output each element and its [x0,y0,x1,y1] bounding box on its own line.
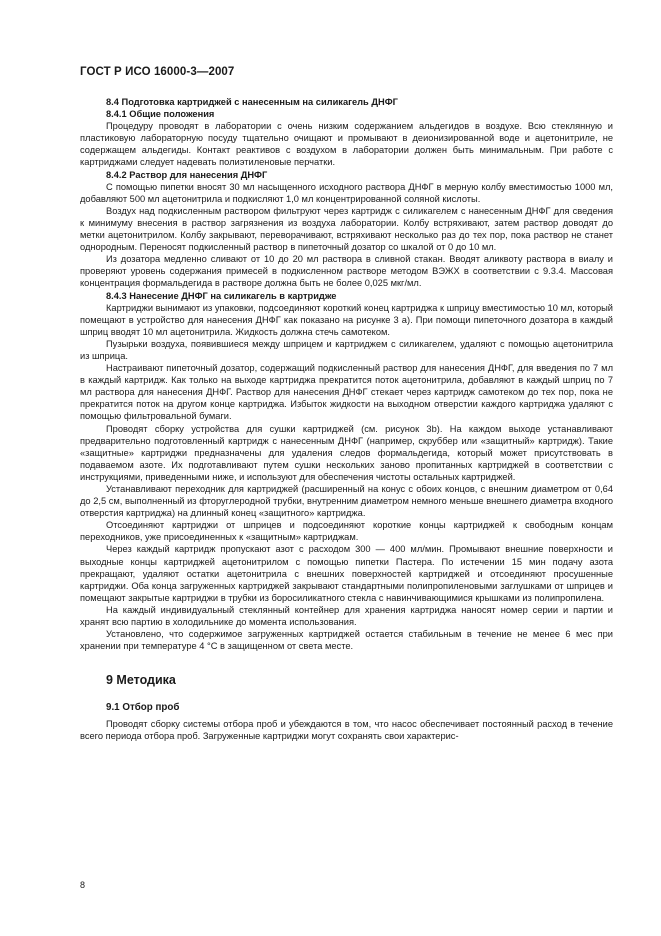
paragraph: Настраивают пипеточный дозатор, содержащий подкисленный раствор для нанесения ДНФГ, для введения по 7 мл в каждый картридж. Как только на выходе картриджа прекратится поток ацетонитрила, добавляют в каждый шприц по 7 мл раствора для нанесения ДНФГ. Раствор для нанесения ДНФГ стекает через картридж самотеком до тех пор, пока не прекратится поток на другом конце картриджа. Избыток жидкости на выходном отверстии каждого картриджа удаляют с помощью фильтровальной бумаги. [80,363,613,422]
paragraph: Через каждый картридж пропускают азот с расходом 300 — 400 мл/мин. Промывают внешние поверхности и выходные концы картриджей ацетонитрилом с помощью пипетки Пастера. По истечении 15 мин подачу азота прекращают, удаляют остатки ацетонитрила с внешних поверхностей картриджей и отсоединяют просушенные картриджи. Оба конца загруженных картриджей закрывают стандартными полипропиленовыми заглушками от шприцев и помещают закрытые картриджи в трубки из боросиликатного стекла с навинчивающимися крышками из полипропилена. [80,544,613,603]
section-heading: 8.4.2 Раствор для нанесения ДНФГ [106,169,268,180]
paragraph: Отсоединяют картриджи от шприцев и подсоединяют короткие концы картриджей к свободным концам переходников, уже присоединенных к «защитным» картриджам. [80,520,613,543]
section-heading: 8.4 Подготовка картриджей с нанесенным на силикагель ДНФГ [106,97,398,107]
section-heading: 9 Методика [106,673,176,688]
document-body [80,92,613,742]
paragraph: С помощью пипетки вносят 30 мл насыщенного исходного раствора ДНФГ в мерную колбу вместимостью 1000 мл, добавляют 500 мл ацетонитрила и подкисляют 1,0 мл концентрированной соляной кислоты. [80,181,613,204]
section-heading: 8.4.3 Нанесение ДНФГ на силикагель в картридже [106,290,337,301]
paragraph: Процедуру проводят в лаборатории с очень низким содержанием альдегидов в воздухе. Всю стеклянную и пластиковую лабораторную посуду тщательно очищают и промывают в деионизированной воде и ацетонитриле, не содержащем альдегиды. Контакт реактивов с воздухом в лаборатории должен быть минимальным. При работе с картриджами следует надевать полиэтиленовые перчатки. [80,121,613,168]
paragraph: Картриджи вынимают из упаковки, подсоединяют короткий конец картриджа к шприцу вместимостью 10 мл, который помещают в устройство для нанесения ДНФГ как показано на рисунке 3 а). При помощи пипеточного дозатора в каждый шприц вводят 10 мл ацетонитрила. Жидкость должна стечь самотеком. [80,302,613,337]
paragraph: Из дозатора медленно сливают от 10 до 20 мл раствора в сливной стакан. Вводят аликвоту раствора в виалу и проверяют уровень содержания примесей в подкисленном растворе методом ВЭЖХ в соответствии с 9.3.4. Массовая концентрация формальдегида в растворе должна быть не более 0,025 мкг/мл. [80,254,613,289]
document-header: ГОСТ Р ИСО 16000-3—2007 [80,66,235,78]
paragraph: Проводят сборку устройства для сушки картриджей (см. рисунок 3b). На каждом выходе устанавливают предварительно подготовленный картридж с нанесенным ДНФГ (например, скруббер или «защитный» картридж). Такие «защитные» картриджи предназначены для удаления следов формальдегида, который может присутствовать в подаваемом азоте. Их подготавливают путем сушки нескольких заново пропитанных картриджей в соответствии с инструкциями, приведенными ниже, и используют для обеспечения чистоты остальных картриджей. [80,423,613,482]
page-number: 8 [80,880,86,890]
paragraph: Пузырьки воздуха, появившиеся между шприцем и картриджем с силикагелем, удаляют с помощью ацетонитрила из шприца. [80,338,613,361]
paragraph: Воздух над подкисленным раствором фильтруют через картридж с силикагелем с нанесенным ДНФГ для сведения к минимуму внесения в раствор загрязнения из воздуха лаборатории. Колбу встряхивают, затем раствор доводят до метки ацетонитрилом. Колбу закрывают, переворачивают, встряхивают несколько раз до тех пор, пока раствор не станет однородным. Переносят подкисленный раствор в пипеточный дозатор со шкалой от 0 до 10 мл. [80,205,613,253]
paragraph: На каждый индивидуальный стеклянный контейнер для хранения картриджа наносят номер серии и партии и хранят всю партию в холодильнике до момента использования. [80,604,613,628]
paragraph: Проводят сборку системы отбора проб и убеждаются в том, что насос обеспечивает постоянный расход в течение всего периода отбора проб. Загруженные картриджи могут сохранять свои характерис- [80,718,613,741]
section-heading: 8.4.1 Общие положения [106,109,215,120]
paragraph: Устанавливают переходник для картриджей (расширенный на конус с обоих концов, с внешним диаметром от 0,64 до 2,5 см, выполненный из фторуглеродной трубки, внутренним диаметром немного меньше внешнего диаметра входного отверстия картриджа) на длинный конец «защитного» картриджа. [80,484,613,519]
paragraph: Установлено, что содержимое загруженных картриджей остается стабильным в течение не менее 6 мес при хранении при температуре 4 °С в защищенном от света месте. [80,629,613,652]
section-heading: 9.1 Отбор проб [106,702,180,714]
